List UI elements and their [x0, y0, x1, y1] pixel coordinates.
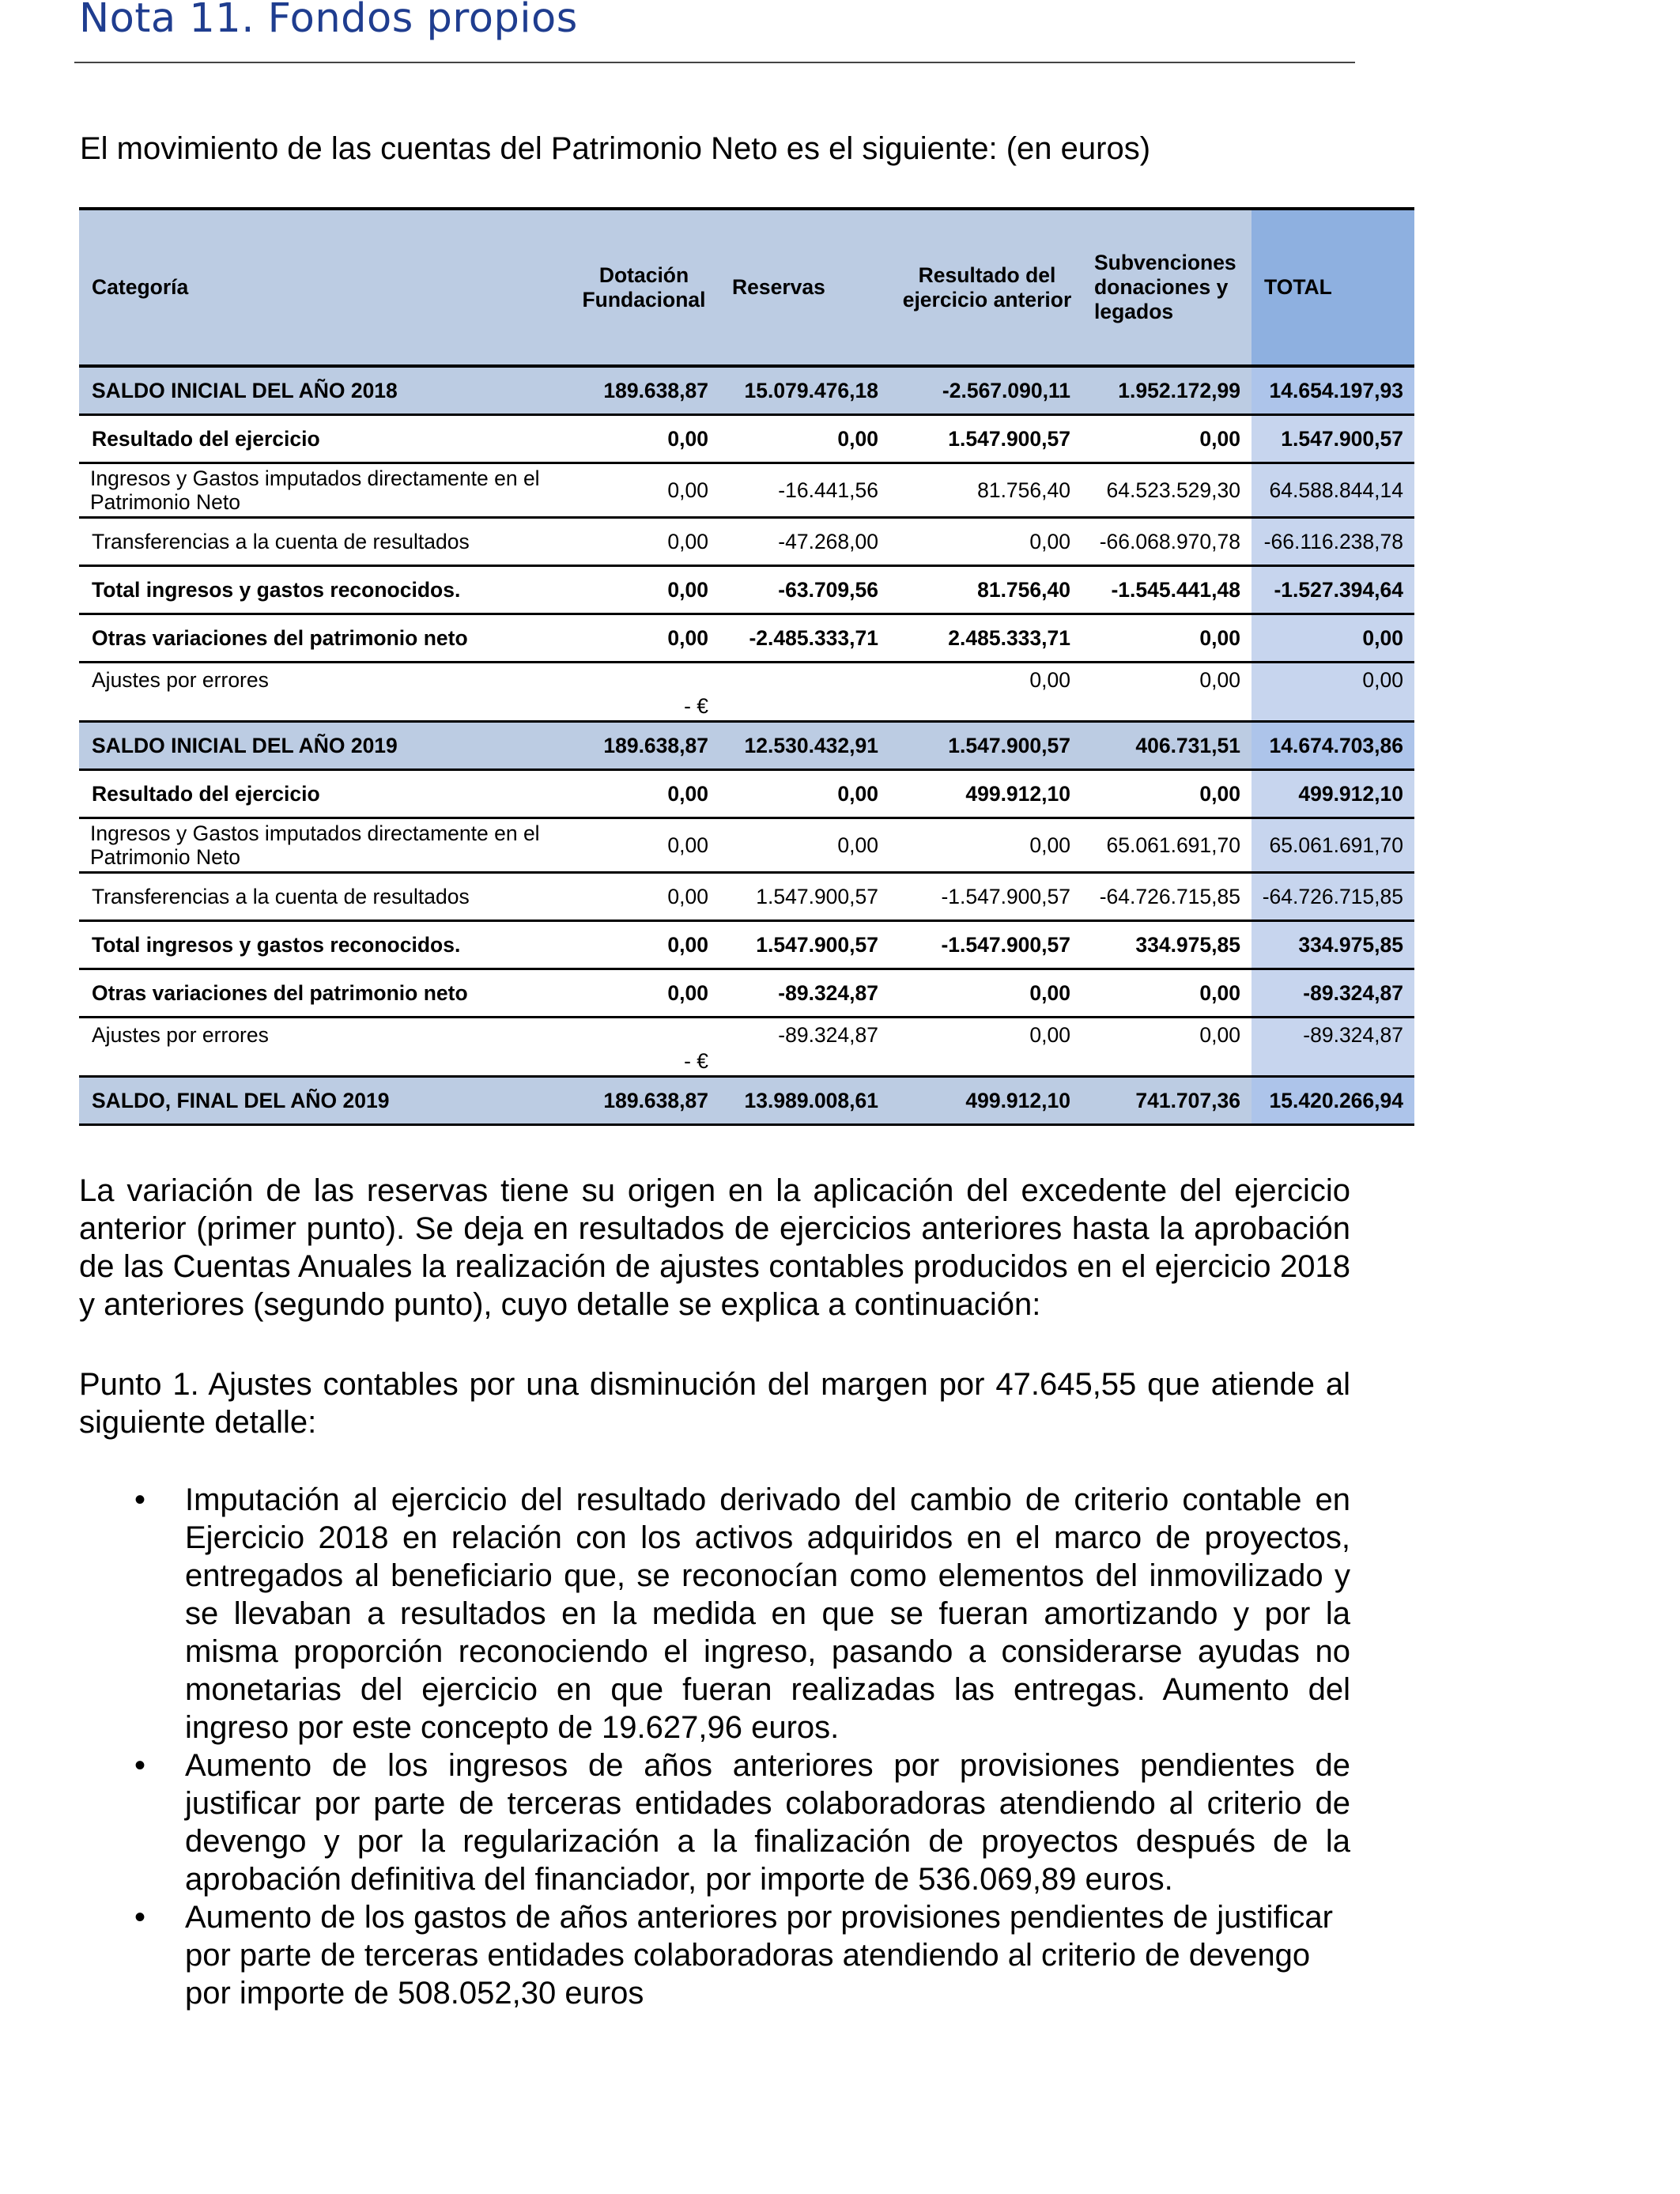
cell-resultado: 0,00: [889, 1018, 1082, 1077]
cell-resultado: 0,00: [889, 818, 1082, 873]
cell-reservas: 12.530.432,91: [719, 722, 889, 770]
cell-dotacion: 0,00: [565, 415, 719, 463]
cell-dotacion: 189.638,87: [565, 1077, 719, 1125]
bullet-icon: •: [134, 1482, 146, 1517]
row-label: Ajustes por errores: [79, 1018, 565, 1077]
reserves-explanation-paragraph: La variación de las reservas tiene su origen en la aplicación del excedente del ejercicio anterior (primer punto). Se deja en resultados de ejercicios anteriores hasta la aprobación de las Cuentas Anuales la realización de ajustes contables producidos en el ejercicio 2018 y anteriores (segundo punto), cuyo detalle se explica a continuación:: [79, 1173, 1350, 1322]
cell-subvenciones: 334.975,85: [1082, 921, 1252, 969]
header-resultado: Resultado del ejercicio anterior: [889, 209, 1082, 366]
table-row: [79, 770, 1414, 818]
cell-subvenciones: 741.707,36: [1082, 1077, 1252, 1125]
cell-dotacion: 0,00: [565, 566, 719, 614]
cell-total: 15.420.266,94: [1252, 1077, 1414, 1125]
table-row: [79, 1077, 1414, 1125]
cell-reservas: 1.547.900,57: [719, 921, 889, 969]
cell-reservas: -47.268,00: [719, 518, 889, 566]
row-label: Ingresos y Gastos imputados directamente en el Patrimonio Neto: [79, 463, 565, 518]
cell-resultado: 0,00: [889, 518, 1082, 566]
header-categoria: Categoría: [79, 209, 565, 366]
cell-reservas: -2.485.333,71: [719, 614, 889, 663]
cell-total: 0,00: [1252, 614, 1414, 663]
list-item: [79, 1898, 1350, 2012]
cell-reservas: -89.324,87: [719, 969, 889, 1018]
table-row: [79, 663, 1414, 722]
cell-total: 334.975,85: [1252, 921, 1414, 969]
row-label: Ajustes por errores: [79, 663, 565, 722]
cell-dotacion: 0,00: [565, 614, 719, 663]
row-label: Resultado del ejercicio: [79, 415, 565, 463]
cell-dotacion: - €: [565, 1018, 719, 1077]
row-label: Total ingresos y gastos reconocidos.: [79, 566, 565, 614]
row-label: Resultado del ejercicio: [79, 770, 565, 818]
cell-total: -66.116.238,78: [1252, 518, 1414, 566]
cell-dotacion: 0,00: [565, 770, 719, 818]
cell-dotacion: 0,00: [565, 873, 719, 921]
cell-resultado: -1.547.900,57: [889, 921, 1082, 969]
row-label: SALDO, FINAL DEL AÑO 2019: [79, 1077, 565, 1125]
cell-subvenciones: 0,00: [1082, 770, 1252, 818]
table-row: [79, 463, 1414, 518]
cell-dotacion: 0,00: [565, 969, 719, 1018]
cell-reservas: 13.989.008,61: [719, 1077, 889, 1125]
cell-reservas: 0,00: [719, 415, 889, 463]
cell-subvenciones: 0,00: [1082, 1018, 1252, 1077]
list-item-text: Imputación al ejercicio del resultado derivado del cambio de criterio contable en Ejercicio 2018 en relación con los activos adquiridos en el marco de proyectos, entregados al beneficiario que, se reconocían como elementos del inmovilizado y se llevaban a resultados en la medida en que se fueran amortizando y por la misma proporción reconociendo el ingreso, pasando a considerarse ayudas no monetarias del ejercicio en que fueran realizadas las entregas. Aumento del ingreso por este concepto de 19.627,96 euros.: [185, 1482, 1350, 1745]
cell-subvenciones: -64.726.715,85: [1082, 873, 1252, 921]
header-dotacion: Dotación Fundacional: [565, 209, 719, 366]
cell-resultado: 0,00: [889, 969, 1082, 1018]
cell-reservas: -89.324,87: [719, 1018, 889, 1077]
table-row: [79, 873, 1414, 921]
cell-resultado: 2.485.333,71: [889, 614, 1082, 663]
cell-resultado: 1.547.900,57: [889, 415, 1082, 463]
table-row: [79, 366, 1414, 415]
cell-total: 499.912,10: [1252, 770, 1414, 818]
cell-subvenciones: 64.523.529,30: [1082, 463, 1252, 518]
cell-reservas: [719, 663, 889, 722]
row-label: Transferencias a la cuenta de resultados: [79, 518, 565, 566]
row-label: Ingresos y Gastos imputados directamente en el Patrimonio Neto: [79, 818, 565, 873]
table-row: [79, 415, 1414, 463]
cell-dotacion: - €: [565, 663, 719, 722]
title-divider: [74, 62, 1355, 63]
point-1-paragraph: Punto 1. Ajustes contables por una disminución del margen por 47.645,55 que atiende al siguiente detalle:: [79, 1367, 1350, 1440]
equity-movement-table: [79, 207, 1414, 1126]
cell-resultado: 0,00: [889, 663, 1082, 722]
header-reservas: Reservas: [719, 209, 889, 366]
cell-reservas: 0,00: [719, 818, 889, 873]
header-total: TOTAL: [1252, 209, 1414, 366]
cell-subvenciones: 65.061.691,70: [1082, 818, 1252, 873]
row-label: Otras variaciones del patrimonio neto: [79, 969, 565, 1018]
cell-subvenciones: 1.952.172,99: [1082, 366, 1252, 415]
cell-dotacion: 0,00: [565, 818, 719, 873]
row-label: Total ingresos y gastos reconocidos.: [79, 921, 565, 969]
cell-dotacion: 0,00: [565, 518, 719, 566]
intro-text: El movimiento de las cuentas del Patrimonio Neto es el siguiente: (en euros): [80, 131, 1151, 166]
cell-subvenciones: 0,00: [1082, 614, 1252, 663]
cell-resultado: 81.756,40: [889, 463, 1082, 518]
table-row: [79, 518, 1414, 566]
row-label: SALDO INICIAL DEL AÑO 2018: [79, 366, 565, 415]
cell-dotacion: 0,00: [565, 921, 719, 969]
cell-total: -1.527.394,64: [1252, 566, 1414, 614]
cell-resultado: -1.547.900,57: [889, 873, 1082, 921]
header-subvenciones: Subvenciones donaciones y legados: [1082, 209, 1252, 366]
cell-dotacion: 189.638,87: [565, 366, 719, 415]
cell-reservas: 0,00: [719, 770, 889, 818]
cell-subvenciones: 406.731,51: [1082, 722, 1252, 770]
table-row: [79, 921, 1414, 969]
table-row: [79, 614, 1414, 663]
cell-resultado: -2.567.090,11: [889, 366, 1082, 415]
cell-subvenciones: -66.068.970,78: [1082, 518, 1252, 566]
list-item: [79, 1747, 1350, 1898]
adjustments-list: [79, 1481, 1350, 2012]
row-label: Otras variaciones del patrimonio neto: [79, 614, 565, 663]
row-label: Transferencias a la cuenta de resultados: [79, 873, 565, 921]
cell-total: 14.654.197,93: [1252, 366, 1414, 415]
cell-dotacion: 0,00: [565, 463, 719, 518]
cell-resultado: 81.756,40: [889, 566, 1082, 614]
cell-resultado: 499.912,10: [889, 770, 1082, 818]
bullet-icon: •: [134, 1900, 146, 1935]
cell-reservas: 15.079.476,18: [719, 366, 889, 415]
row-label: SALDO INICIAL DEL AÑO 2019: [79, 722, 565, 770]
cell-dotacion: 189.638,87: [565, 722, 719, 770]
list-item: [79, 1481, 1350, 1747]
cell-subvenciones: 0,00: [1082, 415, 1252, 463]
list-item-text: Aumento de los gastos de años anteriores por provisiones pendientes de justificar por parte de terceras entidades colaboradoras atendiendo al criterio de devengo por importe de 508.052,30 euros: [185, 1900, 1333, 2011]
table-row: [79, 1018, 1414, 1077]
table-row: [79, 566, 1414, 614]
cell-total: -89.324,87: [1252, 1018, 1414, 1077]
table-row: [79, 722, 1414, 770]
bullet-icon: •: [134, 1748, 146, 1783]
cell-subvenciones: 0,00: [1082, 969, 1252, 1018]
cell-total: -89.324,87: [1252, 969, 1414, 1018]
cell-reservas: 1.547.900,57: [719, 873, 889, 921]
cell-total: -64.726.715,85: [1252, 873, 1414, 921]
cell-total: 0,00: [1252, 663, 1414, 722]
list-item-text: Aumento de los ingresos de años anteriores por provisiones pendientes de justificar por parte de terceras entidades colaboradoras atendiendo al criterio de devengo y por la regularización a la finalización de proyectos después de la aprobación definitiva del financiador, por importe de 536.069,89 euros.: [185, 1748, 1350, 1897]
cell-resultado: 1.547.900,57: [889, 722, 1082, 770]
cell-subvenciones: -1.545.441,48: [1082, 566, 1252, 614]
cell-resultado: 499.912,10: [889, 1077, 1082, 1125]
cell-subvenciones: 0,00: [1082, 663, 1252, 722]
page-title: Nota 11. Fondos propios: [79, 0, 578, 42]
cell-total: 64.588.844,14: [1252, 463, 1414, 518]
cell-total: 14.674.703,86: [1252, 722, 1414, 770]
cell-total: 65.061.691,70: [1252, 818, 1414, 873]
cell-reservas: -63.709,56: [719, 566, 889, 614]
table-row: [79, 969, 1414, 1018]
cell-total: 1.547.900,57: [1252, 415, 1414, 463]
table-row: [79, 818, 1414, 873]
table-header-row: [79, 209, 1414, 366]
cell-reservas: -16.441,56: [719, 463, 889, 518]
